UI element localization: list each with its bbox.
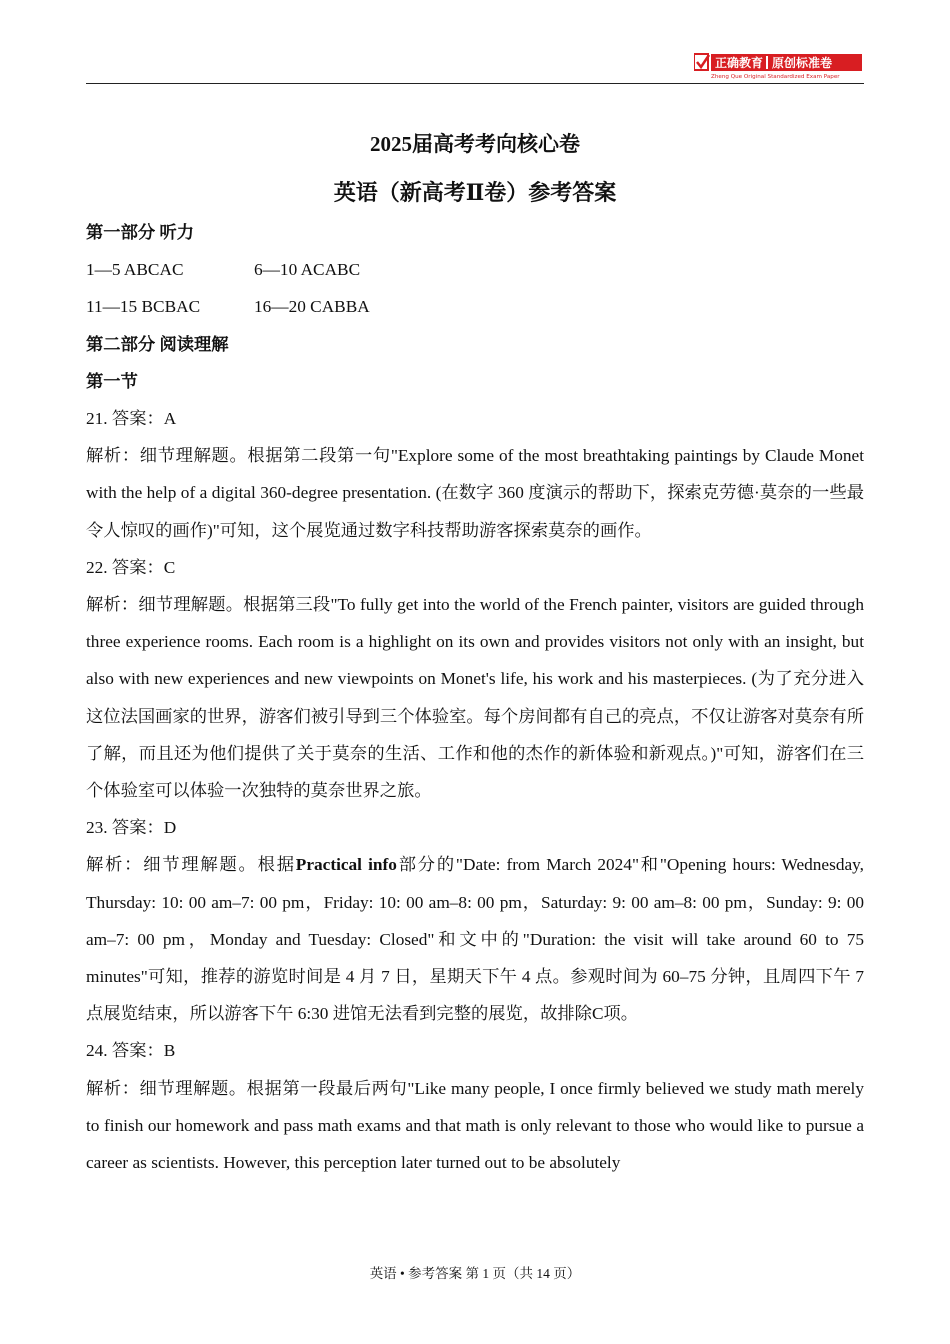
page-subtitle: 英语（新高考Ⅱ卷）参考答案 [333, 180, 617, 205]
listening-16-20: 16—20 CABBA [254, 297, 370, 317]
q23-analysis [86, 846, 864, 1032]
section-heading-listening: 第一部分 听力 [86, 223, 195, 242]
q22-analysis: 解析：细节理解题。根据第三段"To fully get into the world of the French painter, visitors are guided through three experience rooms. Each room is a highlight on its own and provides visitors not only with an insight, but also with new experiences and new viewpoints on Monet's life, his work and his masterpieces. (为了充分进入这位法国画家的世界，游客们被引导到三个体验室。每个房间都有自己的亮点，不仅让游客对莫奈有所了解，而且还为他们提供了关于莫奈的生活、工作和他的杰作的新体验和新观点。)"可知，游客们在三个体验室可以体验一次独特的莫奈世界之旅。 [86, 595, 864, 801]
section-heading-reading: 第二部分 阅读理解 [86, 334, 229, 354]
header-rule [86, 83, 864, 84]
q23-analysis-post: 部分的"Date: from March 2024"和"Opening hours: Wednesday, Thursday: 10: 00 am–7: 00 pm，Friday: 10: 00 am–8: 00 pm，Saturday: 9: 00 am–8: 00 pm，Sunday: 9: 00 am–7: 00 pm，Monday and Tuesday: Closed"和文中的"Duration: the visit will take around 60 to 75 minutes"可知，推荐的游览时间是 4 月 7 日，星期天下午 4 点。参观时间为 60–75 分钟，且周四下午 7 点展览结束，所以游客下午 6:30 进馆无法看到完整的展览，故排除C项。 [86, 855, 864, 1024]
q23-analysis-bold: Practical info [295, 855, 397, 875]
q23-answer: 23. 答案：D [86, 818, 177, 838]
page-title: 2025届高考考向核心卷 [370, 132, 580, 156]
logo-right-text: 原创标准卷 [772, 56, 833, 70]
page-footer: 英语 • 参考答案 第 1 页（共 14 页） [369, 1266, 581, 1281]
logo-subtitle: Zheng Que Original Standardized Exam Paper [711, 74, 840, 80]
q24-analysis: 解析：细节理解题。根据第一段最后两句"Like many people, I once firmly believed we study math merely to finish our homework and pass math exams and that math is only relevant to those who would like to pursue a career as scientists. However, this perception later turned out to be absolutely [86, 1078, 864, 1173]
q21-analysis: 解析：细节理解题。根据第二段第一句"Explore some of the most breathtaking paintings by Claude Monet with the help of a digital 360-degree presentation. (在数字 360 度演示的帮助下，探索克劳德·莫奈的一些最令人惊叹的画作)"可知，这个展览通过数字科技帮助游客探索莫奈的画作。 [86, 446, 864, 540]
listening-1-5: 1—5 ABCAC [86, 260, 184, 280]
brand-logo [694, 52, 862, 80]
brand-logo-graphic [694, 52, 862, 80]
q23-analysis-pre: 解析：细节理解题。根据 [86, 855, 296, 875]
listening-6-10: 6—10 ACABC [254, 260, 361, 280]
logo-left-text: 正确教育 [715, 56, 764, 70]
answer-content [86, 214, 864, 1181]
q24-answer: 24. 答案：B [86, 1041, 176, 1061]
listening-11-15: 11—15 BCBAC [86, 297, 201, 317]
q22-answer: 22. 答案：C [86, 557, 176, 577]
section-heading-section1: 第一节 [86, 371, 138, 391]
listening-row-1 [86, 251, 864, 288]
listening-row-2 [86, 288, 864, 325]
q21-answer: 21. 答案：A [86, 409, 177, 429]
